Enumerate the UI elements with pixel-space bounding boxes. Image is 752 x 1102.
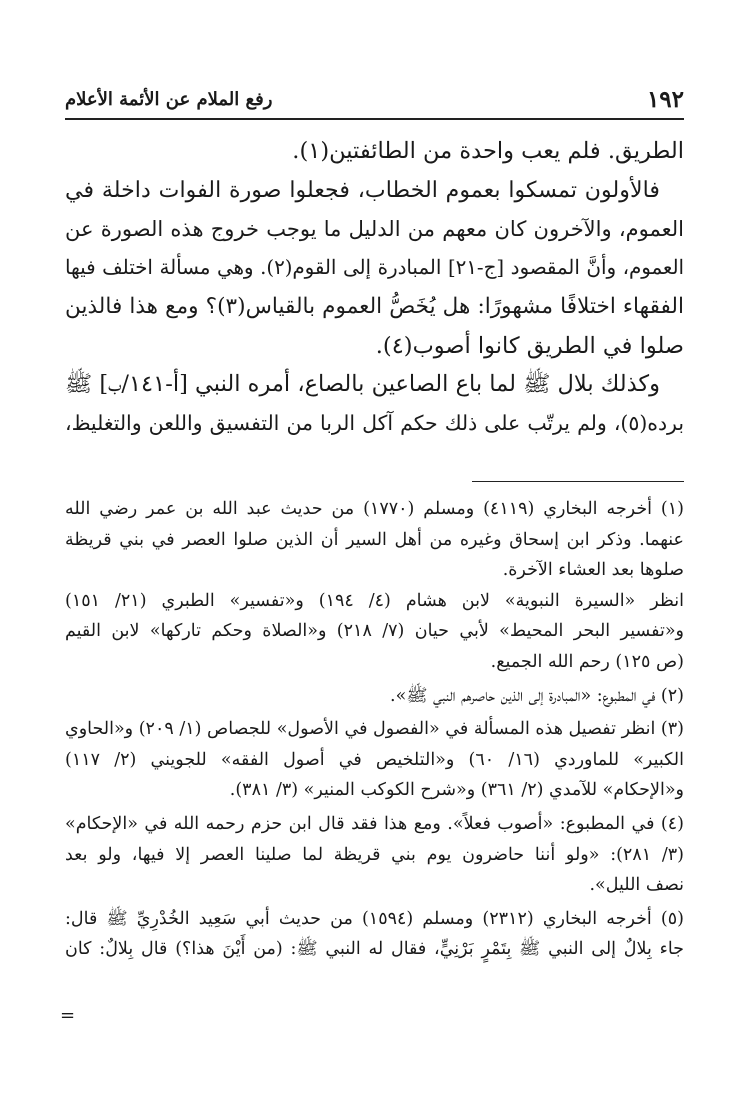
footnote-line: (١) أخرجه البخاري (٤١١٩) ومسلم (١٧٧٠) من حديث عبد الله بن عمر رضي الله [65, 499, 684, 519]
footnote-line: عنهما. وذكر ابن إسحاق وغيره من أهل السير أن الذين صلوا العصر في بني قريظة [65, 529, 684, 550]
footnote-line: و«الإحكام» للآمدي (٢/ ٣٦١) و«شرح الكوكب المنير» (٣/ ٣٨١). [229, 780, 684, 801]
footnote-line: صلوها بعد العشاء الآخرة. [502, 560, 684, 581]
footnote-line: نصف الليل». [589, 875, 684, 896]
footnote-line: (٥) أخرجه البخاري (٢٣١٢) ومسلم (١٥٩٤) من حديث أبي سَعِيد الخُدْرِيِّ ﷺ قال: [65, 908, 684, 929]
footnote-line: جاء بِلالٌ إلى النبي ﷺ بِتَمْرٍ بَرْنِيٍّ، فقال له النبي ﷺ: (من أَيْنَ هذا؟) قال بِلالٌ: كان [65, 939, 684, 960]
footnote-line: و«تفسير البحر المحيط» لأبي حيان (٧/ ٢١٨) و«الصلاة وحكم تاركها» لابن القيم [65, 621, 684, 642]
footnote-separator [472, 481, 684, 482]
footnotes [65, 494, 684, 965]
page-number: ١٩٢ [646, 86, 684, 113]
footnote-line: انظر «السيرة النبوية» لابن هشام (٤/ ١٩٤) و«تفسير» الطبري (٢١/ ١٥١) [65, 590, 684, 611]
body-line: العموم، والآخرون كان معهم من الدليل ما يوجب خروج هذه الصورة عن [65, 216, 684, 241]
footnote-line: (٣) انظر تفصيل هذه المسألة في «الفصول في الأصول» للجصاص (١/ ٢٠٩) و«الحاوي [65, 719, 684, 740]
main-text [65, 132, 684, 443]
body-line: فالأولون تمسكوا بعموم الخطاب، فجعلوا صورة الفوات داخلة في [65, 176, 660, 203]
body-line: العموم، وأنَّ المقصود [ج-٢١] المبادرة إلى القوم(٢). وهي مسألة اختلف فيها [65, 255, 684, 279]
body-line: وكذلك بلال ﷺ لما باع الصاعين بالصاع، أمره النبي [أ-١٤١/ب] ﷺ [65, 371, 660, 398]
body-line: الطريق. فلم يعب واحدة من الطائفتين(١). [292, 138, 684, 164]
footnote-line: (٢) في المطبوع: «المبادرة إلى الذين حاصرهم النبي ﷺ». [390, 685, 684, 706]
footnote-line: (٣/ ٢٨١): «ولو أننا حاضرون يوم بني قريظة لما صلينا العصر إلا فيها، ولو بعد [65, 844, 684, 865]
body-line: الفقهاء اختلافًا مشهورًا: هل يُخَصُّ العموم بالقياس(٣)؟ ومع هذا فالذين [65, 293, 684, 319]
footnote-line: (ص ١٢٥) رحم الله الجميع. [490, 651, 684, 672]
footnote-line: الكبير» للماوردي (١٦/ ٦٠) و«التلخيص في أصول الفقه» للجويني (٢/ ١١٧) [65, 749, 685, 770]
body-line: صلوا في الطريق كانوا أصوب(٤). [375, 332, 684, 359]
continuation-mark: = [60, 1005, 76, 1026]
body-line: برده(٥)، ولم يرتّب على ذلك حكم آكل الربا من التفسيق واللعن والتغليظ، [65, 411, 684, 436]
running-header [65, 84, 684, 120]
footnote-line: (٤) في المطبوع: «أصوب فعلاً». ومع هذا فقد قال ابن حزم رحمه الله في «الإحكام» [65, 813, 684, 834]
book-title: رفع الملام عن الأئمة الأعلام [65, 89, 273, 110]
